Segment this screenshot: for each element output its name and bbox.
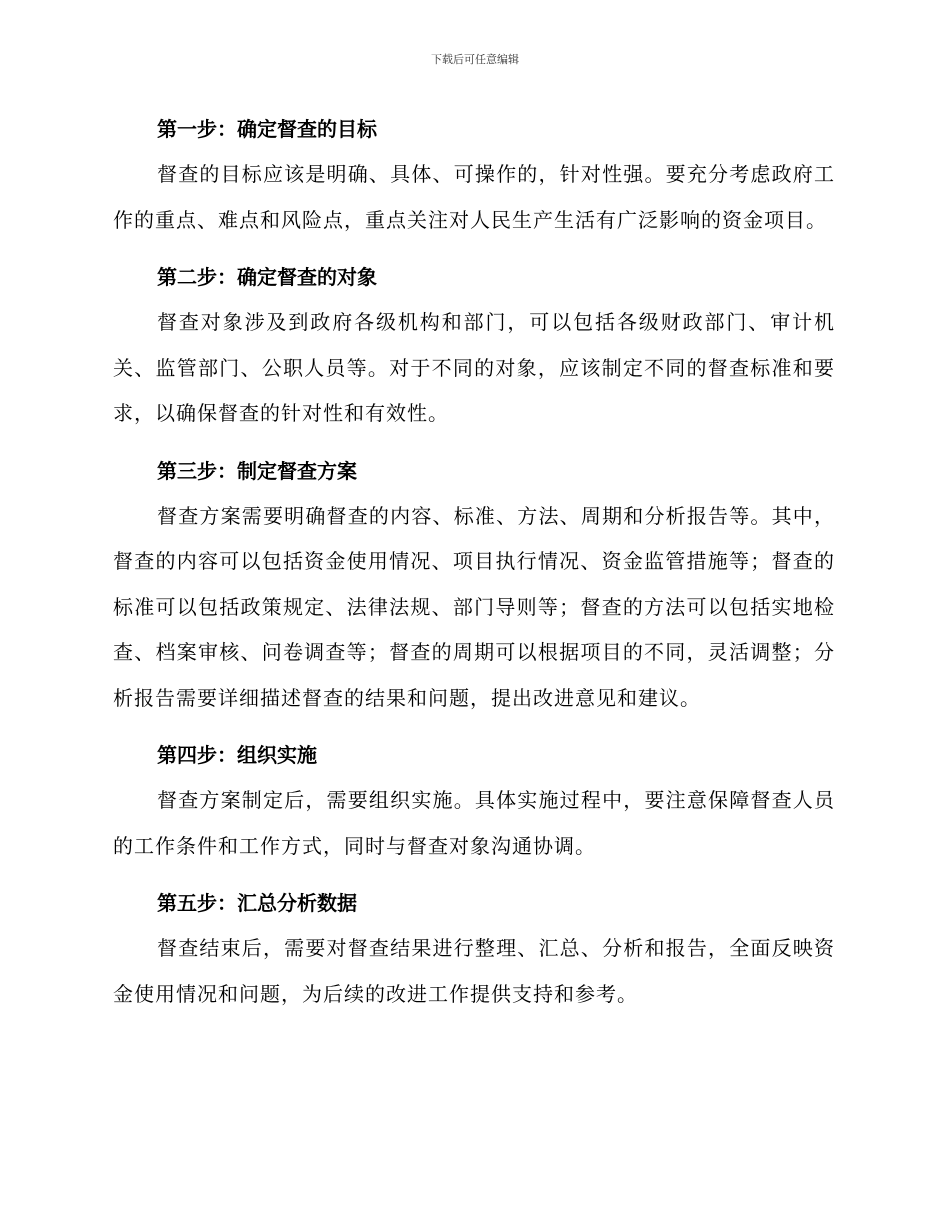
section-paragraph: 督查的目标应该是明确、具体、可操作的，针对性强。要充分考虑政府工作的重点、难点和风险点，重点关注对人民生产生活有广泛影响的资金项目。 (113, 162, 835, 232)
section-heading: 第三步：制定督查方案 (157, 458, 357, 483)
section-paragraph: 督查对象涉及到政府各级机构和部门，可以包括各级财政部门、审计机关、监管部门、公职人员等。对于不同的对象，应该制定不同的督查标准和要求，以确保督查的针对性和有效性。 (113, 310, 835, 425)
section-heading: 第一步：确定督查的目标 (157, 117, 377, 141)
section-3 (113, 449, 835, 722)
section-paragraph: 督查方案需要明确督查的内容、标准、方法、周期和分析报告等。其中，督查的内容可以包括资金使用情况、项目执行情况、资金监管措施等；督查的标准可以包括政策规定、法律法规、部门导则等；督查的方法可以包括实地检查、档案审核、问卷调查等；督查的周期可以根据项目的不同，灵活调整；分析报告需要详细描述督查的结果和问题，提出改进意见和建议。 (113, 503, 835, 710)
section-1 (113, 107, 835, 243)
section-heading: 第二步：确定督查的对象 (157, 265, 377, 289)
section-paragraph: 督查结束后，需要对督查结果进行整理、汇总、分析和报告，全面反映资金使用情况和问题，为后续的改进工作提供支持和参考。 (113, 936, 835, 1006)
page-header: 下载后可任意编辑 (431, 53, 519, 66)
section-heading: 第五步：汇总分析数据 (157, 891, 357, 915)
document-content (113, 107, 835, 1029)
section-heading: 第四步：组织实施 (157, 743, 317, 767)
section-5 (113, 881, 835, 1017)
section-2 (113, 255, 835, 437)
section-4 (113, 733, 835, 869)
section-paragraph: 督查方案制定后，需要组织实施。具体实施过程中，要注意保障督查人员的工作条件和工作方式，同时与督查对象沟通协调。 (113, 788, 835, 858)
